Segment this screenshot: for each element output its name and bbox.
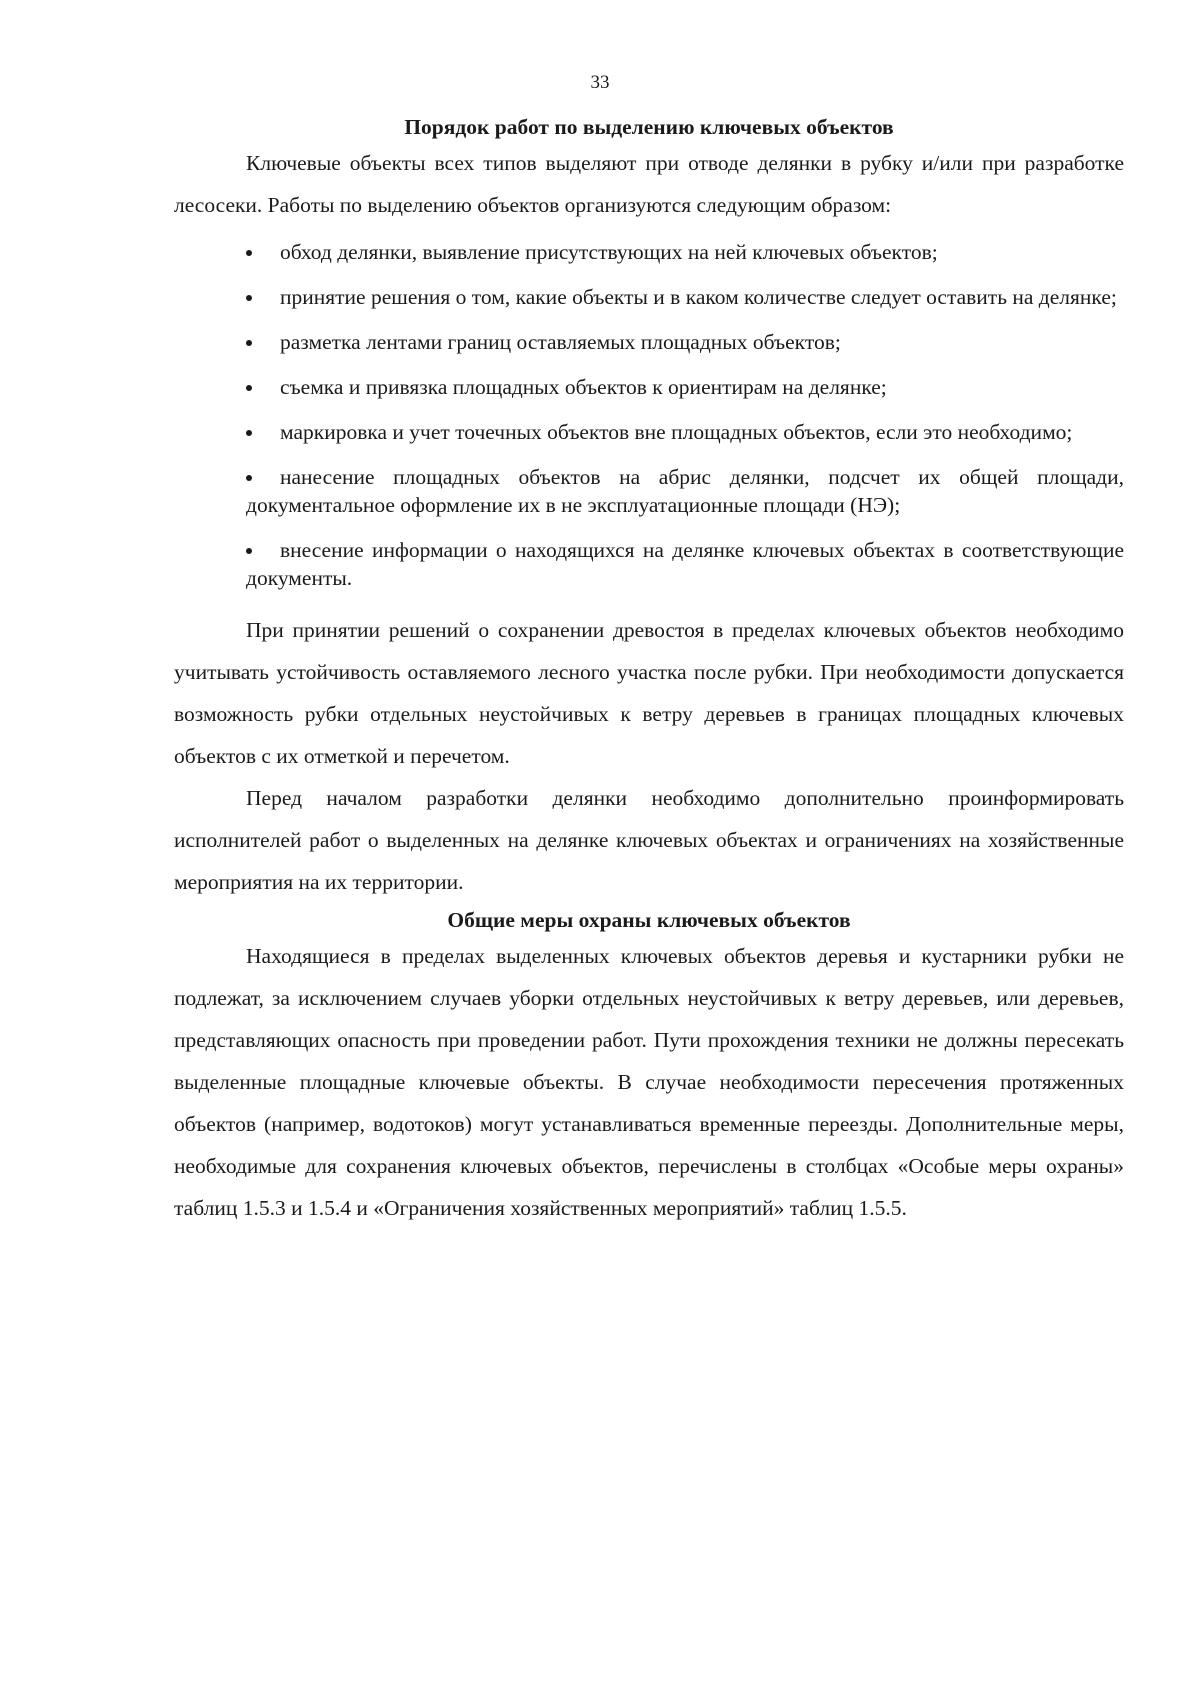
section-heading-work-order: Порядок работ по выделению ключевых объектов [404,115,894,139]
list-item: внесение информации о находящихся на делянке ключевых объектах в соответствующие документы. [246,538,1124,590]
bullet-icon [246,340,252,346]
briefing-paragraph: Перед началом разработки делянки необходимо дополнительно проинформировать исполнителей работ о выделенных на делянке ключевых объектах и ограничениях на хозяйственные мероприятия на их территории. [174,786,1124,894]
bullet-icon [246,430,252,436]
list-item: обход делянки, выявление присутствующих на ней ключевых объектов; [174,238,1124,266]
page-number: 33 [590,72,610,93]
bullet-icon [246,385,252,391]
section-heading-protection-measures: Общие меры охраны ключевых объектов [447,908,851,932]
bullet-icon [246,475,252,481]
list-item: нанесение площадных объектов на абрис делянки, подсчет их общей площади, документальное оформление их в не эксплуатационные площади (НЭ); [246,465,1124,517]
work-steps-list [174,238,1124,592]
document-body [174,112,1124,1229]
decision-paragraph: При принятии решений о сохранении древостоя в пределах ключевых объектов необходимо учитывать устойчивость оставляемого лесного участка после рубки. При необходимости допускается возможность рубки отдельных неустойчивых к ветру деревьев в границах площадных ключевых объектов с их отметкой и перечетом. [174,618,1124,768]
bullet-icon [246,250,252,256]
list-item: разметка лентами границ оставляемых площадных объектов; [174,328,1124,356]
list-item: маркировка и учет точечных объектов вне площадных объектов, если это необходимо; [174,418,1124,446]
bullet-icon [246,295,252,301]
protection-paragraph: Находящиеся в пределах выделенных ключевых объектов деревья и кустарники рубки не подлежат, за исключением случаев уборки отдельных неустойчивых к ветру деревьев, или деревьев, представляющих опасность при проведении работ. Пути прохождения техники не должны пересекать выделенные площадные ключевые объекты. В случае необходимости пересечения протяженных объектов (например, водотоков) могут устанавливаться временные переезды. Дополнительные меры, необходимые для сохранения ключевых объектов, перечислены в столбцах «Особые меры охраны» таблиц 1.5.3 и 1.5.4 и «Ограничения хозяйственных мероприятий» таблиц 1.5.5. [174,944,1124,1220]
list-item: принятие решения о том, какие объекты и в каком количестве следует оставить на делянке; [174,283,1124,311]
bullet-icon [246,548,252,554]
intro-paragraph: Ключевые объекты всех типов выделяют при отводе делянки в рубку и/или при разработке лесосеки. Работы по выделению объектов организуются следующим образом: [174,151,1124,217]
list-item: съемка и привязка площадных объектов к ориентирам на делянке; [174,373,1124,401]
